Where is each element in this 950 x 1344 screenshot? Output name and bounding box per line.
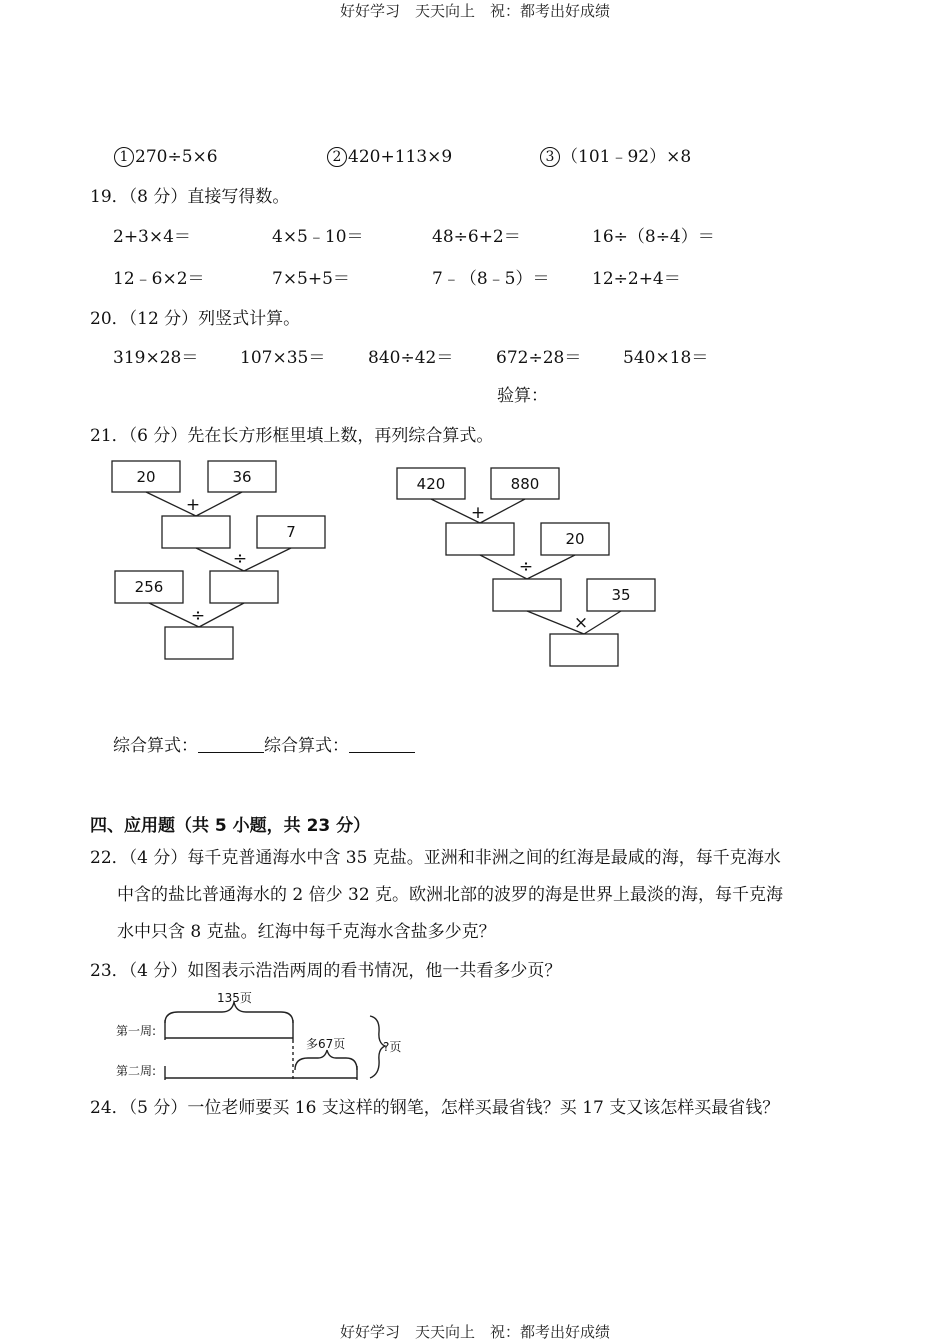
- answer-blank-2[interactable]: [349, 736, 415, 753]
- tree1-value-b: 36: [232, 468, 252, 486]
- q19-expr: 7×5+5＝: [272, 269, 350, 289]
- q22-line-2: 中含的盐比普通海水的 2 倍少 32 克。欧洲北部的波罗的海是世界上最淡的海，每千克海: [117, 885, 784, 905]
- tree2-value-d: 35: [611, 586, 631, 604]
- q18-expr: 420+113×9: [348, 147, 453, 167]
- tree2-op-plus: +: [470, 503, 486, 523]
- q21-formula-line: [113, 736, 415, 756]
- q24-title: 24．（5 分）一位老师要买 16 支这样的钢笔，怎样买最省钱？买 17 支又该怎样买最省钱？: [90, 1098, 780, 1118]
- tree2-value-b: 880: [510, 475, 540, 493]
- answer-blank-1[interactable]: [198, 736, 264, 753]
- q19-title: 19．（8 分）直接写得数。: [90, 187, 290, 207]
- tree1-value-c: 7: [286, 523, 296, 541]
- tree1-value-a: 20: [136, 468, 156, 486]
- q20-expr: 840÷42＝: [368, 348, 454, 368]
- tree2-value-a: 420: [416, 475, 446, 493]
- q19-expr: 48÷6+2＝: [432, 227, 521, 247]
- tree2-box-sum: [446, 523, 514, 555]
- q19-expr: 2+3×4＝: [113, 227, 191, 247]
- section-4-title: 四、应用题（共 5 小题，共 23 分）: [90, 816, 371, 836]
- q21-tree-1: [112, 461, 325, 659]
- q18-expr: 270÷5×6: [135, 147, 218, 167]
- page-header: 好好学习 天天向上 祝：都考出好成绩: [339, 2, 610, 20]
- q20-expr: 107×35＝: [240, 348, 326, 368]
- q18-expr: （101﹣92）×8: [561, 147, 692, 167]
- q23-more-label: 多67页: [306, 1037, 346, 1051]
- tree1-box-sum: [162, 516, 230, 548]
- tree1-op-divide-2: ÷: [190, 606, 206, 626]
- q23-title: 23．（4 分）如图表示浩浩两周的看书情况，他一共看多少页？: [90, 961, 562, 981]
- q23-segment-diagram: [0, 990, 950, 1090]
- page-footer: 好好学习 天天向上 祝：都考出好成绩: [339, 1323, 610, 1341]
- q20-expr: 540×18＝: [623, 348, 709, 368]
- tree1-box-quot: [210, 571, 278, 603]
- q23-week1-label: 第一周:: [116, 1024, 157, 1038]
- q19-expr: 16÷（8÷4）＝: [592, 227, 715, 247]
- tree1-box-result: [165, 627, 233, 659]
- q19-expr: 4×5﹣10＝: [272, 227, 364, 247]
- q23-week2-label: 第二周:: [116, 1064, 157, 1078]
- q19-expr: 7﹣（8﹣5）＝: [432, 269, 550, 289]
- q23-total-label: ?页: [383, 1040, 402, 1054]
- tree1-value-d: 256: [134, 578, 164, 596]
- formula-label-2: 综合算式：: [264, 736, 349, 756]
- q22-text: [90, 840, 870, 951]
- tree1-op-divide: ÷: [232, 549, 248, 569]
- tree2-value-c: 20: [565, 530, 585, 548]
- q21-title: 21．（6 分）先在长方形框里填上数，再列综合算式。: [90, 426, 494, 446]
- tree1-op-plus: +: [185, 495, 201, 515]
- tree2-box-quot: [493, 579, 561, 611]
- q20-check-label: 验算：: [497, 386, 548, 406]
- q20-expr: 319×28＝: [113, 348, 199, 368]
- q22-line-1: 22．（4 分）每千克普通海水中含 35 克盐。亚洲和非洲之间的红海是最咸的海，每千克海水: [90, 848, 781, 868]
- q20-title: 20．（12 分）列竖式计算。: [90, 309, 301, 329]
- circled-number: 1: [114, 147, 134, 167]
- tree2-box-result: [550, 634, 618, 666]
- q22-line-3: 水中只含 8 克盐。红海中每千克海水含盐多少克？: [117, 922, 496, 942]
- circled-number: 3: [540, 147, 560, 167]
- q20-expr: 672÷28＝: [496, 348, 582, 368]
- q19-expr: 12÷2+4＝: [592, 269, 681, 289]
- q23-top-label: 135页: [217, 991, 252, 1005]
- tree2-op-divide: ÷: [518, 557, 534, 577]
- circled-number: 2: [327, 147, 347, 167]
- tree2-op-multiply: ×: [573, 613, 589, 633]
- q19-expr: 12﹣6×2＝: [113, 269, 205, 289]
- formula-label-1: 综合算式：: [113, 736, 198, 756]
